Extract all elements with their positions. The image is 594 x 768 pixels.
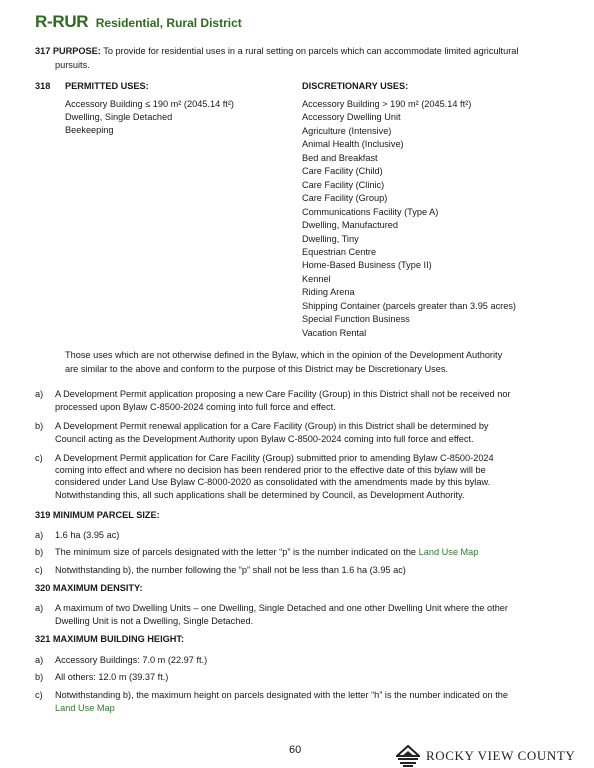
item-label: b) [35,421,44,431]
discretionary-uses-list [302,98,516,340]
item-line: A Development Permit renewal application for a Care Facility (Group) in this District shall be determined by [55,421,489,431]
section-319-item-a [35,529,565,542]
section-318-item-b [35,420,565,446]
item-line: The minimum size of parcels designated with the letter “p” is the number indicated on the [55,547,417,557]
permitted-uses-list [65,98,234,137]
item-line: Council acting as the Development Authority upon Bylaw C-8500-2024 coming into full force and effect. [55,433,474,444]
discretionary-uses-heading: DISCRETIONARY USES: [302,81,409,91]
discretionary-use-item: Animal Health (Inclusive) [302,139,404,150]
discretionary-use-item: Bed and Breakfast [302,152,378,163]
discretionary-use-item: Shipping Container (parcels greater than 3.95 acres) [302,300,516,311]
mountain-logo-icon [396,745,420,767]
section-319-heading: 319 MINIMUM PARCEL SIZE: [35,510,160,520]
land-use-map-link[interactable]: Land Use Map [418,547,479,557]
item-line: A Development Permit application for Care Facility (Group) submitted prior to amending Bylaw C-8500-2024 [55,453,494,463]
item-label: c) [35,453,43,463]
permitted-use-item: Dwelling, Single Detached [65,112,173,123]
permitted-uses-heading: PERMITTED USES: [65,81,149,91]
discretionary-use-item: Riding Arena [302,287,355,298]
section-318-number: 318 [35,81,51,91]
item-line: Notwithstanding b), the number following the “p” shall not be less than 1.6 ha (3.95 ac) [55,565,406,575]
item-line: Notwithstanding b), the maximum height on parcels designated with the letter “h” is the number indicated on the [55,690,508,700]
item-label: c) [35,690,43,700]
discretionary-use-item: Care Facility (Clinic) [302,179,385,190]
item-label: a) [35,655,44,665]
discretionary-use-item: Dwelling, Manufactured [302,220,399,231]
discretionary-use-item: Accessory Building > 190 m² (2045.14 ft²) [302,99,472,109]
discretionary-note-line: are similar to the above and conform to the purpose of this District may be Discretionary Uses. [65,364,448,374]
item-line: Accessory Buildings: 7.0 m (22.97 ft.) [55,655,208,665]
section-321-item-a [35,654,565,667]
section-319-item-b [35,546,565,559]
section-319-item-c [35,564,565,577]
item-label: a) [35,603,44,613]
item-line: All others: 12.0 m (39.37 ft.) [55,672,169,682]
page-number: 60 [289,744,302,756]
county-name: ROCKY VIEW COUNTY [426,748,576,763]
permitted-use-item: Accessory Building ≤ 190 m² (2045.14 ft²) [65,99,234,109]
section-317-text: To provide for residential uses in a rural setting on parcels which can accommodate limited agricultural [103,46,519,56]
item-line: processed upon Bylaw C-8500-2024 coming into full force and effect. [55,401,336,412]
section-320-item-a [35,602,565,628]
section-318-item-c [35,452,565,501]
section-321-item-c [35,689,565,715]
section-318-item-a [35,388,565,414]
district-title [35,12,242,32]
discretionary-use-item: Care Facility (Group) [302,193,388,204]
item-label: b) [35,672,44,682]
discretionary-use-item: Agriculture (Intensive) [302,125,392,136]
discretionary-use-item: Vacation Rental [302,327,367,338]
discretionary-use-item: Accessory Dwelling Unit [302,112,401,123]
section-317-label: 317 PURPOSE: [35,46,101,56]
item-line: coming into effect and where no decision has been rendered prior to the effective date of this bylaw will be [55,465,486,476]
county-logo [396,744,575,768]
section-317 [35,45,518,58]
item-line: considered under Land Use Bylaw C-8000-2020 as consolidated with the amendments made by this bylaw. [55,477,491,488]
item-line: 1.6 ha (3.95 ac) [55,530,120,540]
item-line: Notwithstanding this, all such applications shall be determined by Council, as Development Authority. [55,489,465,500]
item-line: A Development Permit application proposing a new Care Facility (Group) in this District shall not be received nor [55,389,511,399]
discretionary-use-item: Kennel [302,273,331,284]
item-label: a) [35,389,44,399]
discretionary-use-item: Communications Facility (Type A) [302,206,439,217]
district-code: R-RUR [35,12,89,31]
discretionary-use-item: Home-Based Business (Type II) [302,260,432,271]
district-name: Residential, Rural District [95,16,242,30]
land-use-map-link[interactable]: Land Use Map [55,702,115,713]
permitted-use-item: Beekeeping [65,125,114,136]
item-line: Dwelling Unit is not a Dwelling, Single Detached. [55,615,254,626]
section-320-heading: 320 MAXIMUM DENSITY: [35,583,143,593]
section-321-heading: 321 MAXIMUM BUILDING HEIGHT: [35,634,185,644]
discretionary-use-item: Care Facility (Child) [302,166,383,177]
section-321-item-b [35,671,565,684]
discretionary-use-item: Equestrian Centre [302,246,377,257]
discretionary-use-item: Dwelling, Tiny [302,233,359,244]
item-label: c) [35,565,43,575]
discretionary-note-line: Those uses which are not otherwise defined in the Bylaw, which in the opinion of the Development Authority [65,350,503,360]
section-317-text-cont: pursuits. [55,60,90,70]
item-line: A maximum of two Dwelling Units – one Dwelling, Single Detached and one other Dwelling Unit where the other [55,603,508,613]
item-label: a) [35,530,44,540]
item-label: b) [35,547,44,557]
discretionary-use-item: Special Function Business [302,314,410,325]
